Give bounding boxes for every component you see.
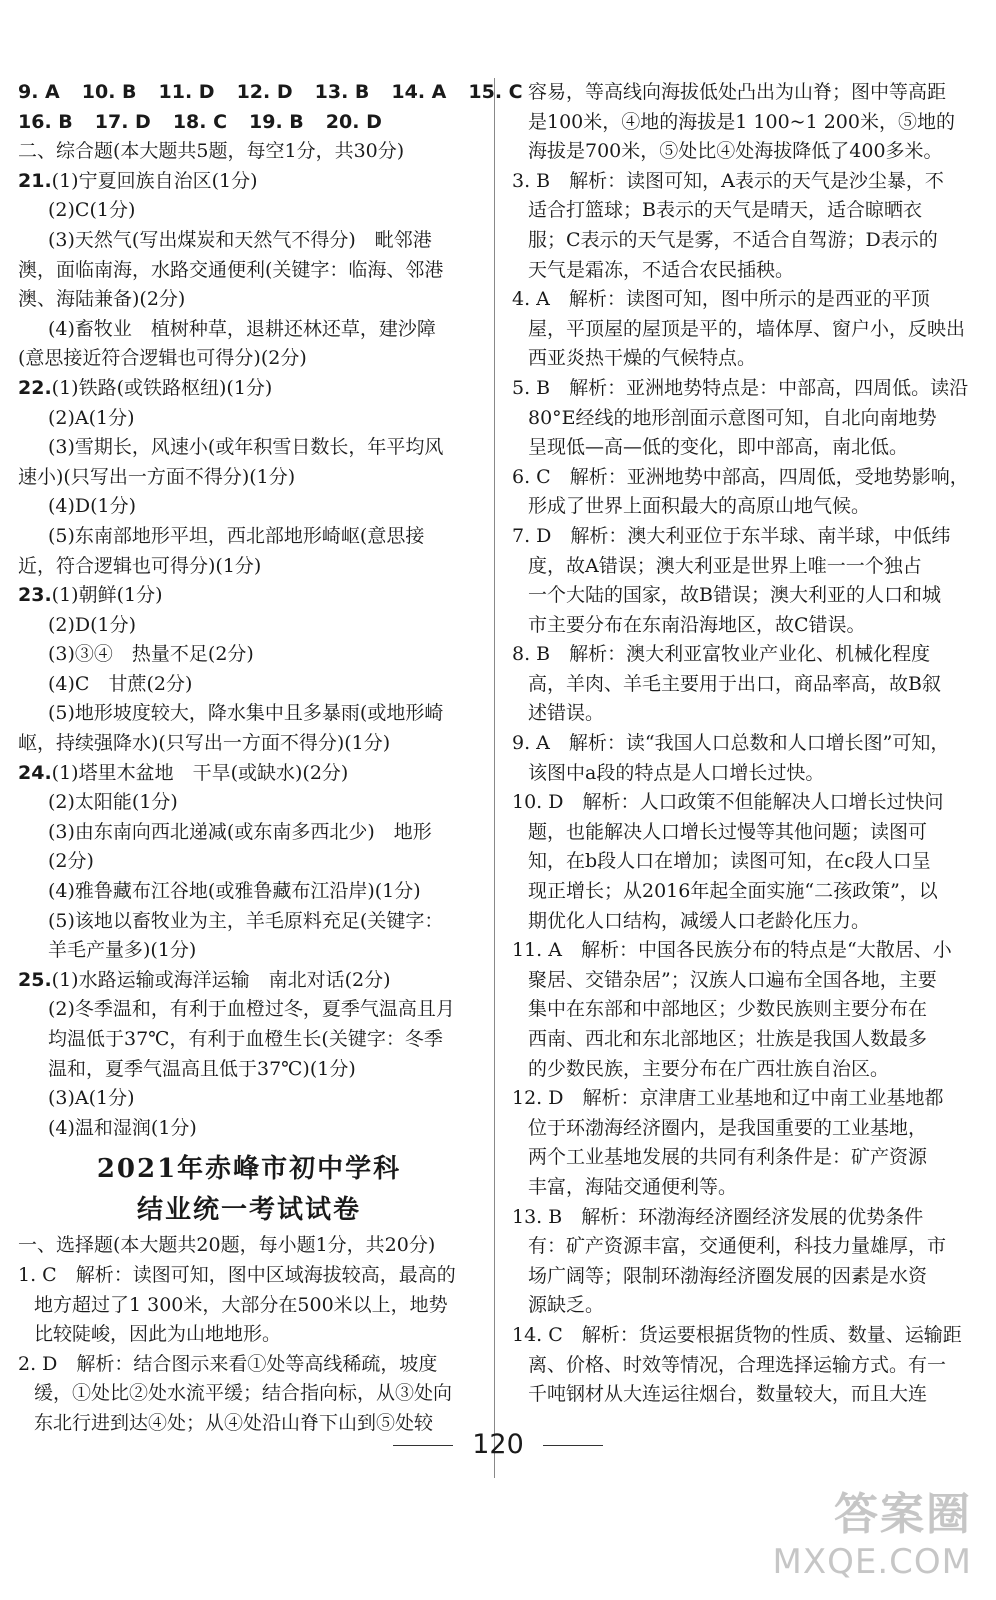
exam-title-line-1: 2021年赤峰市初中学科 [96, 1154, 402, 1185]
text-line: 期优化人口结构，减缓人口老龄化压力。 [528, 909, 871, 932]
text-line: (2)冬季温和，有利于血橙过冬，夏季气温高且月 [48, 998, 455, 1021]
text-line: 容易，等高线向海拔低处凸出为山脊；图中等高距 [528, 81, 947, 103]
text-line: 形成了世界上面积最大的高原山地气候。 [528, 495, 871, 518]
exam-title-line-2: 结业统一考试试卷 [136, 1195, 361, 1226]
answer-9 [512, 729, 974, 788]
answer-12 [512, 1084, 974, 1202]
answer-6 [512, 463, 974, 522]
choice-answer: 12. D [236, 81, 293, 103]
answer-2 [18, 1350, 480, 1439]
text-line: 1. C 解析：读图可知，图中区域海拔较高，最高的 [18, 1263, 456, 1286]
choice-answer: 13. B [314, 81, 370, 103]
choice-answer: 18. C [172, 110, 228, 133]
text-line: (2分) [48, 850, 94, 873]
choices-row-1 [18, 78, 523, 108]
text-line: 6. C 解析：亚洲地势中部高，四周低，受地势影响， [512, 465, 969, 488]
text-line: 12. D 解析：京津唐工业基地和辽中南工业基地都 [512, 1087, 944, 1110]
question-25 [18, 966, 480, 1144]
text-line: 离、价格、时效等情况，合理选择运输方式。有一 [528, 1353, 947, 1376]
choices-row-2 [18, 108, 480, 138]
answer-10 [512, 788, 974, 936]
text-line: 地方超过了1 300米，大部分在500米以上，地势 [34, 1293, 448, 1316]
text-line: 25.(1)水路运输或海洋运输 南北对话(2分) [18, 968, 391, 991]
answer-13 [512, 1203, 974, 1321]
question-number: 22. [18, 376, 52, 399]
text-line: 两个工业基地发展的共同有利条件是：矿产资源 [528, 1146, 928, 1169]
text-line: 位于环渤海经济圈内，是我国重要的工业基地， [528, 1116, 928, 1139]
text-line: 现正增长；从2016年起全面实施“二孩政策”，以 [528, 880, 938, 903]
text-line: (意思接近符合逻辑也可得分)(2分) [18, 347, 307, 370]
answer-8 [512, 640, 974, 729]
left-column [18, 78, 523, 1439]
text-line: 22.(1)铁路(或铁路枢纽)(1分) [18, 376, 273, 399]
text-line: 均温低于37℃，有利于血橙生长(关键字：冬季 [48, 1028, 443, 1050]
text-line: (4)C 甘蔗(2分) [48, 672, 193, 695]
text-line: 9. A 解析：读“我国人口总数和人口增长图”可知， [512, 732, 950, 755]
text-line: 8. B 解析：澳大利亚富牧业产业化、机械化程度 [512, 643, 931, 666]
text-line: 2. D 解析：结合图示来看①处等高线稀疏，坡度 [18, 1352, 438, 1375]
text-line: (3)③④ 热量不足(2分) [48, 643, 254, 666]
text-line: (3)由东南向西北递减(或东南多西北少) 地形 [48, 820, 432, 843]
text-line: 场广阔等；限制环渤海经济圈发展的因素是水资 [528, 1264, 928, 1287]
text-line: 高，羊肉、羊毛主要用于出口，商品率高，故B叙 [528, 672, 941, 695]
right-column [512, 78, 974, 1410]
text-line: 速小)(只写出一方面不得分)(1分) [18, 465, 296, 488]
text-line: (2)太阳能(1分) [48, 791, 178, 814]
text-line: 西亚炎热干燥的气候特点。 [528, 347, 757, 370]
question-number: 24. [18, 761, 52, 784]
answer-11 [512, 936, 974, 1084]
text-line: 岖，持续强降水)(只写出一方面不得分)(1分) [18, 732, 391, 755]
text-line: 千吨钢材从大连运往烟台，数量较大，而且大连 [528, 1383, 928, 1406]
text-line: 11. A 解析：中国各民族分布的特点是“大散居、小 [512, 939, 952, 962]
answer-2-continued [512, 78, 974, 167]
question-number: 25. [18, 968, 52, 991]
text-line: 10. D 解析：人口政策不但能解决人口增长过快问 [512, 791, 944, 814]
section-1-header: 一、选择题(本大题共20题，每小题1分，共20分) [18, 1234, 436, 1257]
watermark-url: MXQE.COM [772, 1542, 972, 1582]
question-number: 23. [18, 584, 52, 607]
text-line: (5)地形坡度较大，降水集中且多暴雨(或地形崎 [48, 702, 444, 725]
text-line: (4)雅鲁藏布江谷地(或雅鲁藏布江沿岸)(1分) [48, 880, 421, 903]
text-line: (4)畜牧业 植树种草，退耕还林还草，建沙障 [48, 317, 436, 340]
text-line: 知，在b段人口在增加；读图可知，在c段人口呈 [528, 850, 931, 873]
answer-5 [512, 374, 974, 463]
text-line: 14. C 解析：货运要根据货物的性质、数量、运输距 [512, 1323, 962, 1346]
answer-1 [18, 1261, 480, 1350]
text-line: (2)A(1分) [48, 406, 135, 429]
text-line: 80°E经线的地形剖面示意图可知，自北向南地势 [528, 406, 937, 429]
text-line: 题，也能解决人口增长过慢等其他问题；读图可 [528, 820, 928, 843]
text-line: 天气是霜冻，不适合农民插秧。 [528, 258, 795, 281]
text-line: 24.(1)塔里木盆地 干旱(或缺水)(2分) [18, 761, 349, 784]
text-line: 源缺乏。 [528, 1294, 605, 1317]
text-line: 23.(1)朝鲜(1分) [18, 584, 163, 607]
text-line: 海拔是700米，⑤处比④处海拔降低了400多米。 [528, 140, 943, 163]
text-line: (4)D(1分) [48, 495, 137, 518]
watermark-logo: 答案圈 [834, 1489, 972, 1540]
text-line: (3)雪期长，风速小(或年积雪日数长，年平均风 [48, 436, 444, 459]
text-line: 东北行进到达④处；从④处沿山脊下山到⑤处较 [34, 1411, 434, 1434]
column-divider [494, 78, 495, 1478]
choice-answer: 17. D [94, 110, 151, 133]
choice-answer: 19. B [249, 110, 304, 133]
text-line: 呈现低—高—低的变化，即中部高，南北低。 [528, 436, 909, 459]
watermark [772, 1478, 972, 1582]
text-line: 澳、海陆兼备)(2分) [18, 288, 186, 311]
text-line: 有：矿产资源丰富，交通便利，科技力量雄厚，市 [528, 1235, 947, 1258]
footer-rule-left [393, 1445, 453, 1446]
text-line: 的少数民族，主要分布在广西壮族自治区。 [528, 1057, 890, 1080]
choice-answer: 20. D [325, 110, 382, 133]
text-line: 屋，平顶屋的屋顶是平的，墙体厚、窗户小，反映出 [528, 317, 966, 340]
question-number: 21. [18, 169, 52, 192]
text-line: 温和，夏季气温高且低于37℃)(1分) [48, 1057, 356, 1080]
choice-answer: 10. B [81, 81, 137, 103]
text-line: 市主要分布在东南沿海地区，故C错误。 [528, 613, 866, 636]
text-line: 服；C表示的天气是雾，不适合自驾游；D表示的 [528, 228, 938, 251]
text-line: 是100米，④地的海拔是1 100~1 200米，⑤地的 [528, 110, 955, 133]
text-line: 适合打篮球；B表示的天气是晴天，适合晾晒衣 [528, 199, 922, 222]
question-21 [18, 167, 480, 374]
question-22 [18, 374, 480, 581]
choice-answer: 16. B [18, 110, 73, 133]
answer-14 [512, 1321, 974, 1410]
text-line: 聚居、交错杂居”；汉族人口遍布全国各地，主要 [528, 968, 937, 991]
text-line: 一个大陆的国家，故B错误；澳大利亚的人口和城 [528, 584, 941, 607]
text-line: 近，符合逻辑也可得分)(1分) [18, 554, 262, 577]
page-number: 120 [472, 1429, 524, 1460]
choice-answer: 9. A [18, 81, 60, 103]
text-line: 7. D 解析：澳大利亚位于东半球、南半球，中低纬 [512, 524, 951, 547]
text-line: (2)C(1分) [48, 199, 136, 222]
text-line: 13. B 解析：环渤海经济圈经济发展的优势条件 [512, 1205, 924, 1228]
page-footer [0, 1428, 996, 1468]
text-line: 缓，①处比②处水流平缓；结合指向标，从③处向 [34, 1382, 453, 1405]
text-line: 3. B 解析：读图可知，A表示的天气是沙尘暴，不 [512, 169, 944, 192]
text-line: 西南、西北和东北部地区；壮族是我国人数最多 [528, 1028, 928, 1050]
text-line: (4)温和湿润(1分) [48, 1116, 197, 1139]
text-line: 述错误。 [528, 702, 605, 725]
text-line: (5)东南部地形平坦，西北部地形崎岖(意思接 [48, 524, 425, 547]
footer-rule-right [543, 1445, 603, 1446]
text-line: (3)A(1分) [48, 1087, 135, 1110]
text-line: 比较陡峻，因此为山地地形。 [34, 1323, 282, 1346]
text-line: 度，故A错误；澳大利亚是世界上唯一一个独占 [528, 554, 922, 577]
text-line: 21.(1)宁夏回族自治区(1分) [18, 169, 258, 192]
text-line: (2)D(1分) [48, 613, 137, 636]
text-line: (5)该地以畜牧业为主，羊毛原料充足(关键字： [48, 909, 444, 932]
text-line: 该图中a段的特点是人口增长过快。 [528, 761, 825, 784]
question-23 [18, 581, 480, 759]
answer-3 [512, 167, 974, 285]
question-24 [18, 759, 480, 966]
section-2-header: 二、综合题(本大题共5题，每空1分，共30分) [18, 140, 405, 163]
answer-4 [512, 285, 974, 374]
choice-answer: 15. C [468, 81, 523, 103]
text-line: 5. B 解析：亚洲地势特点是：中部高，四周低。读沿 [512, 376, 969, 399]
text-line: 集中在东部和中部地区；少数民族则主要分布在 [528, 998, 928, 1021]
text-line: 4. A 解析：读图可知，图中所示的是西亚的平顶 [512, 288, 930, 311]
text-line: 澳，面临南海，水路交通便利(关键字：临海、邻港 [18, 258, 444, 281]
text-line: 羊毛产量多)(1分) [48, 939, 197, 962]
answer-7 [512, 522, 974, 640]
text-line: 丰富，海陆交通便利等。 [528, 1175, 738, 1198]
choice-answer: 11. D [158, 81, 215, 103]
choice-answer: 14. A [391, 81, 447, 103]
text-line: (3)天然气(写出煤炭和天然气不得分) 毗邻港 [48, 228, 432, 251]
